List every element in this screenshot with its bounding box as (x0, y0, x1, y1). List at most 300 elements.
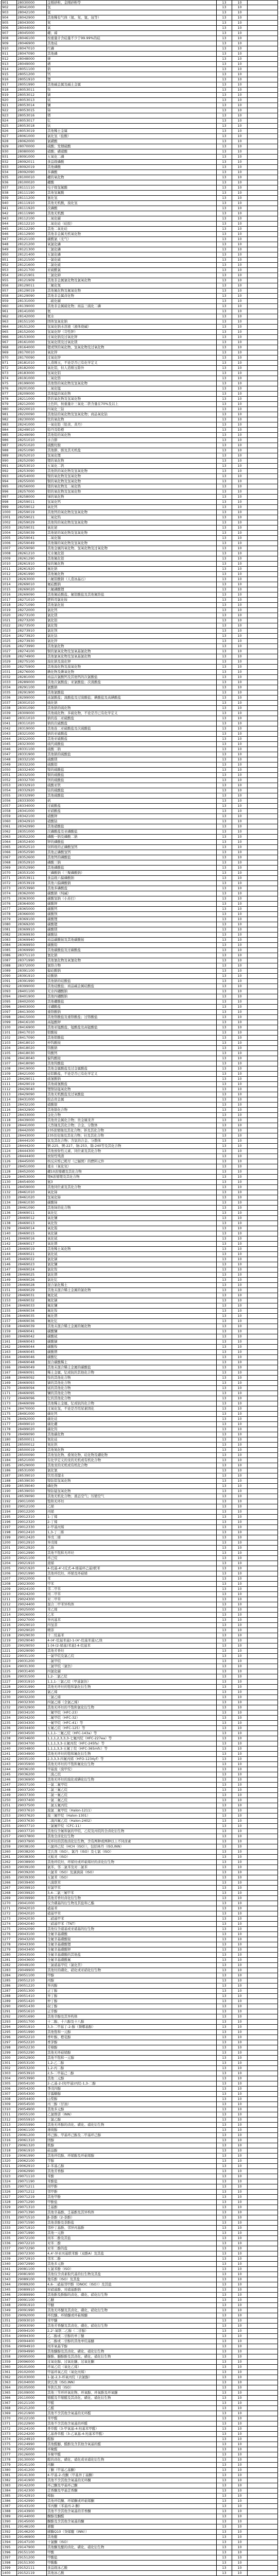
rate-b: 10 (232, 1865, 248, 1870)
rate-a: 13 (217, 685, 232, 690)
table-row (1, 180, 278, 185)
commodity-code: 29144000 (17, 2514, 47, 2519)
rate-b: 10 (232, 793, 248, 798)
table-row (1, 1984, 278, 1989)
rate-a: 13 (217, 1772, 232, 1777)
row-number: 1399 (2, 2566, 17, 2570)
table-row (1, 2329, 278, 2334)
row-number: 1356 (2, 2344, 17, 2349)
commodity-code: 28500012 (17, 1443, 47, 1447)
table-row (1, 2339, 278, 2344)
note (248, 1855, 277, 1859)
description: 钠 (47, 67, 217, 72)
rate-a: 13 (217, 1674, 232, 1679)
description: 氯化钕 (47, 1267, 217, 1272)
rate-b: 10 (232, 917, 248, 922)
row-number: 935 (2, 175, 17, 180)
row-number: 1380 (2, 2468, 17, 2472)
description: 环己酮及甲基环己酮 (47, 2483, 217, 2488)
description: 碳化钨 (47, 1427, 217, 1432)
commodity-code: 29032300 (17, 1700, 47, 1705)
rate-a: 13 (217, 515, 232, 520)
commodity-code: 29037710 (17, 1824, 47, 1828)
rate-a: 13 (217, 747, 232, 752)
table-row (1, 1525, 278, 1530)
commodity-code: 29109000 (17, 2391, 47, 2395)
rate-b: 10 (232, 742, 248, 747)
commodity-code: 29034200 (17, 1716, 47, 1720)
commodity-code: 28332990 (17, 793, 47, 798)
commodity-code: 28311010 (17, 716, 47, 721)
note (248, 459, 277, 463)
table-row (1, 1963, 278, 1968)
note (248, 1242, 277, 1246)
rate-a: 13 (217, 2097, 232, 2102)
rate-b: 10 (232, 850, 248, 855)
row-number: 1362 (2, 2375, 17, 2380)
row-number: 1126 (2, 1159, 17, 1164)
table-row (1, 1958, 278, 1963)
table-row (1, 546, 278, 551)
rate-b: 10 (232, 1133, 248, 1138)
note (248, 520, 277, 525)
rate-b: 10 (232, 1577, 248, 1581)
note (248, 2102, 277, 2107)
table-row (1, 1777, 278, 1783)
row-number: 1288 (2, 1994, 17, 1998)
rate-a: 13 (217, 644, 232, 649)
commodity-code: 28431000 (17, 1097, 47, 1102)
row-number: 1294 (2, 2025, 17, 2029)
table-row (1, 2499, 278, 2504)
rate-b: 10 (232, 2298, 248, 2302)
table-row (1, 896, 278, 902)
note (248, 2406, 277, 2411)
commodity-code: 28469025 (17, 1273, 47, 1277)
commodity-code: 29029040 (17, 1638, 47, 1643)
commodity-code: 28401100 (17, 989, 47, 994)
commodity-code: 28289000 (17, 680, 47, 685)
commodity-code: 29025000 (17, 1607, 47, 1612)
row-number: 1274 (2, 1922, 17, 1926)
commodity-code: 28129019 (17, 289, 47, 293)
table-row (1, 1334, 278, 1340)
table-row (1, 299, 278, 304)
note (248, 283, 277, 288)
rate-a: 13 (217, 1556, 232, 1561)
commodity-code: 28443000 (17, 1133, 47, 1138)
row-number: 1224 (2, 1664, 17, 1669)
row-number: 1042 (2, 726, 17, 731)
description: 二溴乙烷 (47, 1772, 217, 1777)
commodity-code: 28230000 (17, 417, 47, 422)
rate-b: 10 (232, 1643, 248, 1648)
description: 硫氰酸钠 (47, 1077, 217, 1081)
note (248, 788, 277, 793)
note (248, 1401, 277, 1406)
commodity-code: 28309000 (17, 711, 47, 716)
table-row (1, 1123, 278, 1128)
row-number: 1111 (2, 1082, 17, 1087)
description: 二氯一氟乙烷 (47, 1793, 217, 1798)
description: 其他辛醇及其异构体 (47, 2014, 217, 2019)
row-number: 1129 (2, 1175, 17, 1179)
row-number: 1172 (2, 1396, 17, 1401)
row-number: 1390 (2, 2519, 17, 2524)
rate-a: 13 (217, 1654, 232, 1658)
description: 硅酸钠 (47, 974, 217, 978)
commodity-code: 29032900 (17, 1705, 47, 1710)
rate-b: 10 (232, 1370, 248, 1375)
commodity-code: 28469099 (17, 1401, 47, 1406)
rate-b: 10 (232, 247, 248, 252)
description: 其他饱和一元醇 (47, 2030, 217, 2035)
description: 其他非金属硫化物；商品三硫化二磷 (47, 304, 217, 309)
table-row (1, 191, 278, 196)
description: 间苯氧基苄醇 (47, 2344, 217, 2349)
note (248, 2545, 277, 2550)
commodity-code: 29121100 (17, 2401, 47, 2405)
row-number: 1325 (2, 2184, 17, 2189)
rate-a: 13 (217, 345, 232, 350)
rate-a: 13 (217, 1515, 232, 1519)
commodity-code: 28342910 (17, 819, 47, 824)
note (248, 325, 277, 329)
rate-a: 13 (217, 459, 232, 463)
description: 其他未混合稀土金属的氟化物 (47, 1324, 217, 1329)
row-number: 1137 (2, 1216, 17, 1221)
rate-b: 10 (232, 1, 248, 5)
rate-b: 10 (232, 2432, 248, 2436)
description: 固醇 (47, 2138, 217, 2143)
table-row (1, 644, 278, 649)
table-row (1, 1195, 278, 1200)
rate-a: 13 (217, 2272, 232, 2277)
rate-b: 10 (232, 268, 248, 273)
rate-a: 13 (217, 263, 232, 267)
note (248, 2282, 277, 2287)
note (248, 1051, 277, 1056)
table-row (1, 871, 278, 876)
row-number: 1065 (2, 845, 17, 850)
commodity-code: 28470000 (17, 1406, 47, 1411)
rate-a: 13 (217, 1777, 232, 1782)
row-number: 1314 (2, 2128, 17, 2132)
rate-a: 13 (217, 1978, 232, 1983)
note (248, 1839, 277, 1844)
commodity-code: 29052230 (17, 2045, 47, 2050)
rate-b: 10 (232, 319, 248, 324)
description: 其他非金属氯化物及氯氧化物 (47, 278, 217, 283)
rate-a: 13 (217, 1819, 232, 1823)
rate-b: 10 (232, 278, 248, 283)
rate-a: 13 (217, 232, 232, 236)
row-number: 1366 (2, 2396, 17, 2400)
note (248, 1504, 277, 1509)
row-number: 1350 (2, 2313, 17, 2318)
note (248, 1685, 277, 1689)
row-number: 1091 (2, 979, 17, 984)
description: 三氟甲烷（HFC-23） (47, 1710, 217, 1715)
rate-a: 13 (217, 1932, 232, 1937)
commodity-code: 29071310 (17, 2205, 47, 2210)
rate-a: 13 (217, 2205, 232, 2210)
description: 铽 (47, 98, 217, 103)
commodity-code: 29089990 (17, 2293, 47, 2297)
commodity-code: 29037400 (17, 1798, 47, 1803)
row-number: 1205 (2, 1566, 17, 1571)
note (248, 309, 277, 314)
note (248, 5, 277, 10)
row-number: 1109 (2, 1072, 17, 1076)
table-row (1, 1530, 278, 1535)
note (248, 1092, 277, 1097)
row-number: 1168 (2, 1376, 17, 1380)
rate-b: 10 (232, 1752, 248, 1756)
row-number: 1045 (2, 742, 17, 747)
commodity-code: 28331100 (17, 747, 47, 752)
table-row (1, 1613, 278, 1618)
commodity-code: 28053011 (17, 88, 47, 92)
row-number: 1092 (2, 984, 17, 989)
rate-b: 10 (232, 835, 248, 839)
note (248, 1721, 277, 1725)
table-row (1, 2117, 278, 2123)
commodity-code: 29032200 (17, 1695, 47, 1700)
description: 邻甲酚 (47, 2190, 217, 2194)
rate-a: 13 (217, 1726, 232, 1731)
commodity-code: 28254000 (17, 474, 47, 479)
description: 2-乙基-2-(羟甲基)丙烷-1,3-二醇 (47, 2081, 217, 2086)
row-number: 1008 (2, 551, 17, 556)
row-number: 995 (2, 484, 17, 489)
rate-a: 13 (217, 1180, 232, 1184)
note (248, 1381, 277, 1385)
rate-b: 10 (232, 1319, 248, 1324)
row-number: 997 (2, 495, 17, 499)
rate-b: 10 (232, 551, 248, 556)
rate-a: 13 (217, 520, 232, 525)
description: 十二烷基苯 (47, 1633, 217, 1638)
rate-b: 10 (232, 1803, 248, 1808)
description: 其他钠的硫化物 (47, 706, 217, 710)
table-row (1, 2313, 278, 2318)
rate-a: 13 (217, 2566, 232, 2570)
rate-a: 13 (217, 237, 232, 242)
row-number: 1096 (2, 1005, 17, 1009)
rate-b: 10 (232, 2318, 248, 2323)
description: 氯化氰 (47, 1468, 217, 1473)
rate-b: 10 (232, 1880, 248, 1885)
row-number: 1144 (2, 1252, 17, 1257)
description: 二氧化锰 (47, 386, 217, 391)
rate-b: 10 (232, 366, 248, 370)
commodity-code: 29031400 (17, 1669, 47, 1674)
row-number: 966 (2, 335, 17, 340)
description: 氯化铽 (47, 1252, 217, 1257)
rate-b: 10 (232, 453, 248, 458)
note (248, 1870, 277, 1875)
description: 其他钨酸盐 (47, 1061, 217, 1066)
row-number: 1391 (2, 2524, 17, 2529)
description: 氧化锌 (47, 350, 217, 355)
rate-a: 13 (217, 963, 232, 968)
rate-b: 10 (232, 1587, 248, 1591)
table-row (1, 2437, 278, 2442)
description: 甲醛 (47, 2401, 217, 2405)
commodity-code: 29042030 (17, 1917, 47, 1921)
rate-a: 13 (217, 1834, 232, 1839)
commodity-code: 28261910 (17, 562, 47, 566)
table-row (1, 134, 278, 139)
description: 水合肼 (47, 438, 217, 443)
commodity-code: 29051410 (17, 1994, 47, 1998)
description: 其他多元酚 (47, 2262, 217, 2266)
row-number: 974 (2, 376, 17, 381)
note (248, 2226, 277, 2230)
note (248, 927, 277, 932)
note (248, 809, 277, 814)
table-row (1, 2344, 278, 2349)
rate-a: 13 (217, 1525, 232, 1530)
row-number: 926 (2, 129, 17, 133)
description: 其他稀有气体（氦、氖、氪、氙等） (47, 15, 217, 20)
rate-b: 10 (232, 2009, 248, 2014)
description: 钡的硫酸盐 (47, 778, 217, 783)
rate-a: 13 (217, 2066, 232, 2071)
rate-a: 13 (217, 196, 232, 200)
rate-b: 10 (232, 1473, 248, 1478)
description: 邻苯二酚 (47, 2257, 217, 2261)
description: 芳樟醇 (47, 2045, 217, 2050)
note (248, 2473, 277, 2478)
commodity-code: 29142910 (17, 2494, 47, 2498)
rate-a: 13 (217, 1659, 232, 1664)
row-number: 1298 (2, 2045, 17, 2050)
commodity-code: 29052220 (17, 2040, 47, 2045)
note (248, 1499, 277, 1504)
description: 碳酸氢钠（小苏打） (47, 896, 217, 901)
table-row (1, 1314, 278, 1319)
table-row (1, 2257, 278, 2262)
row-number: 902 (2, 5, 17, 10)
row-number: 1039 (2, 711, 17, 716)
commodity-code: 29110000 (17, 2396, 47, 2400)
table-row (1, 268, 278, 273)
description: 4,6-二硝基邻甲酚（DNOC（ISO））及其盐 (47, 2282, 217, 2287)
description: 其他全卤化衍生物 (47, 1834, 217, 1839)
rate-b: 10 (232, 2442, 248, 2447)
note (248, 1324, 277, 1329)
rate-b: 10 (232, 1427, 248, 1432)
table-row (1, 2375, 278, 2380)
note (248, 2519, 277, 2524)
description: 环氧乙烷（氧化乙烯） (47, 2365, 217, 2369)
rate-a: 13 (217, 247, 232, 252)
rate-b: 10 (232, 227, 248, 231)
commodity-code: 28469023 (17, 1262, 47, 1267)
rate-b: 10 (232, 273, 248, 278)
description: 氯酸钠 (47, 685, 217, 690)
description: 其他芳香烃 (47, 1649, 217, 1653)
rate-b: 10 (232, 984, 248, 989)
rate-b: 10 (232, 1824, 248, 1828)
commodity-code: 29061990 (17, 2154, 47, 2158)
rate-b: 10 (232, 639, 248, 643)
description: 3,4-二氯三氟甲苯 (47, 1891, 217, 1895)
note (248, 783, 277, 788)
commodity-code: 28273920 (17, 634, 47, 638)
note (248, 1005, 277, 1009)
commodity-code: 28469041 (17, 1329, 47, 1334)
note (248, 2561, 277, 2565)
table-row (1, 1051, 278, 1056)
table-row (1, 2251, 278, 2257)
note (248, 762, 277, 767)
commodity-code: 29126000 (17, 2452, 47, 2457)
rate-a: 13 (217, 1309, 232, 1313)
table-row (1, 2385, 278, 2391)
table-row (1, 1896, 278, 1901)
table-row (1, 1365, 278, 1370)
description: 钠的连二亚硫酸盐 (47, 716, 217, 721)
commodity-code: 29052290 (17, 2050, 47, 2055)
row-number: 906 (2, 26, 17, 30)
description: 甲酚盐 (47, 2200, 217, 2205)
row-number: 1364 (2, 2385, 17, 2390)
rate-a: 13 (217, 2210, 232, 2215)
rate-a: 13 (217, 1551, 232, 1555)
note (248, 1139, 277, 1143)
commodity-code: 28311020 (17, 721, 47, 726)
row-number: 1267 (2, 1886, 17, 1890)
description: 饲料级的正磷酸氢钙 (47, 845, 217, 850)
description: 4-烷基-4'-(反式-4-烯基环己基)联苯 (47, 1566, 217, 1571)
table-row (1, 2360, 278, 2365)
row-number: 1021 (2, 618, 17, 623)
rate-a: 13 (217, 15, 232, 20)
table-row (1, 206, 278, 211)
table-row (1, 2076, 278, 2081)
rate-a: 13 (217, 469, 232, 473)
commodity-code: 28365000 (17, 907, 47, 911)
row-number: 1119 (2, 1123, 17, 1128)
commodity-code: 28539010 (17, 1473, 47, 1478)
table-row (1, 108, 278, 113)
rate-a: 13 (217, 1159, 232, 1164)
rate-b: 10 (232, 1443, 248, 1447)
commodity-code: 29021920 (17, 1566, 47, 1571)
note (248, 819, 277, 824)
row-number: 1170 (2, 1386, 17, 1391)
table-row (1, 2524, 278, 2530)
table-row (1, 654, 278, 659)
table-row (1, 1535, 278, 1540)
rate-a: 13 (217, 814, 232, 819)
commodity-code: 28391910 (17, 974, 47, 978)
note (248, 67, 277, 72)
row-number: 1295 (2, 2030, 17, 2035)
rate-b: 10 (232, 397, 248, 401)
row-number: 1169 (2, 1381, 17, 1385)
table-row (1, 2318, 278, 2324)
note (248, 2092, 277, 2096)
rate-b: 10 (232, 2154, 248, 2158)
row-number: 963 (2, 319, 17, 324)
description: 二氧化硅（硅胶） (47, 222, 217, 226)
row-number: 1186 (2, 1468, 17, 1473)
commodity-code: 28444300 (17, 1149, 47, 1154)
